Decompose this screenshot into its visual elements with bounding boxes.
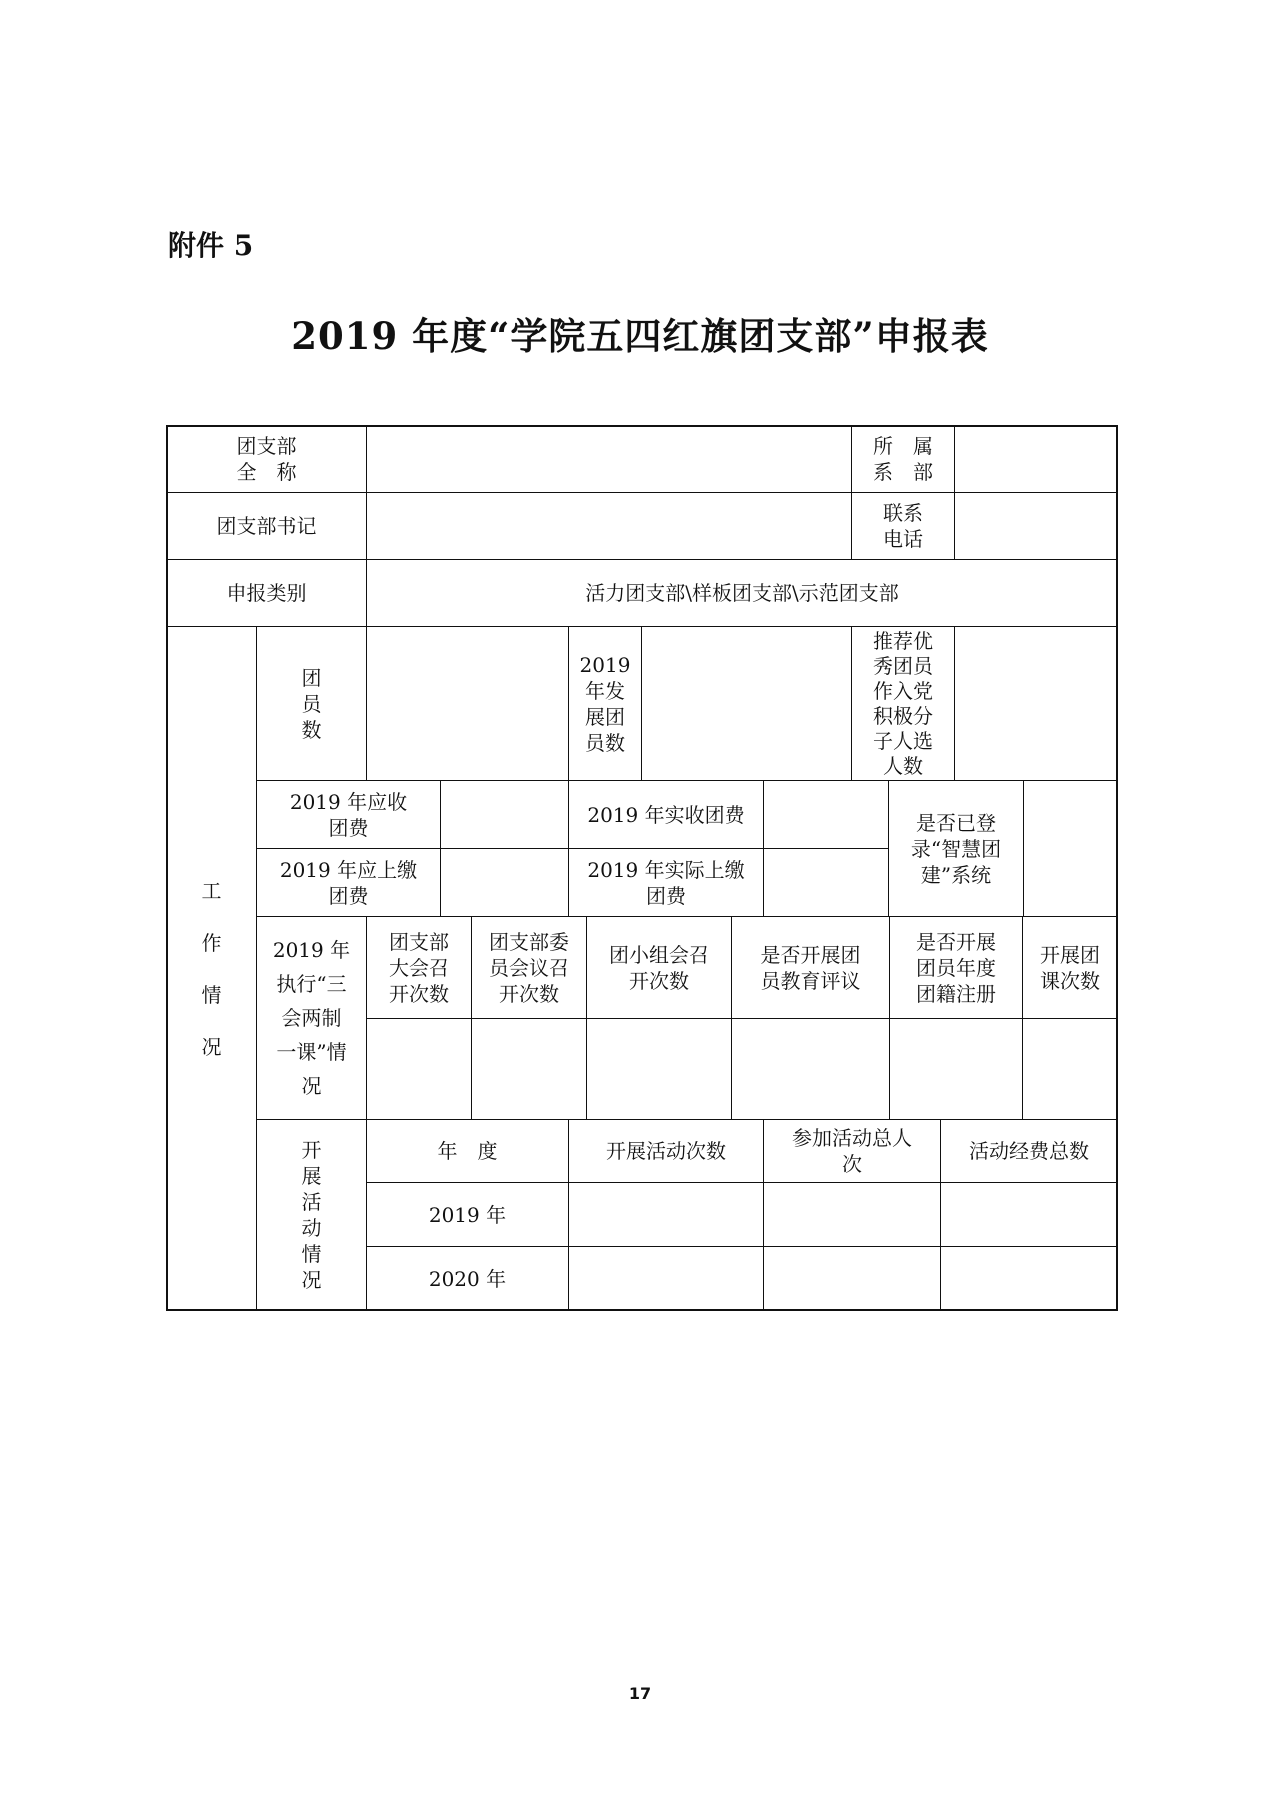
fee-collected-label: 2019 年实收团费 <box>568 780 764 849</box>
fee-paid-field[interactable] <box>763 848 889 917</box>
meeting-col-group: 团小组会召 开次数 <box>586 916 732 1019</box>
meeting-col-evaluation: 是否开展团 员教育评议 <box>731 916 890 1019</box>
secretary-label: 团支部书记 <box>166 492 367 560</box>
activity-2019-count-field[interactable] <box>568 1182 764 1247</box>
category-options[interactable]: 活力团支部\样板团支部\示范团支部 <box>366 559 1118 627</box>
meeting-col-lectures: 开展团 课次数 <box>1022 916 1118 1019</box>
activity-header-funds: 活动经费总数 <box>940 1119 1118 1183</box>
activity-2019-participants-field[interactable] <box>763 1182 941 1247</box>
department-label: 所 属 系 部 <box>851 425 955 493</box>
meeting-field-group[interactable] <box>586 1018 732 1120</box>
activity-2019-funds-field[interactable] <box>940 1182 1118 1247</box>
activities-label: 开 展 活 动 情 况 <box>256 1119 367 1311</box>
meeting-col-committee: 团支部委 员会议召 开次数 <box>471 916 587 1019</box>
phone-label: 联系 电话 <box>851 492 955 560</box>
fee-collected-field[interactable] <box>763 780 889 849</box>
meeting-field-registration[interactable] <box>889 1018 1023 1120</box>
department-field[interactable] <box>954 425 1118 493</box>
secretary-field[interactable] <box>366 492 852 560</box>
meeting-col-registration: 是否开展 团员年度 团籍注册 <box>889 916 1023 1019</box>
category-label: 申报类别 <box>166 559 367 627</box>
branch-full-name-label: 团支部 全 称 <box>166 425 367 493</box>
fee-paid-label: 2019 年实际上缴 团费 <box>568 848 764 917</box>
fee-payable-label: 2019 年应上缴 团费 <box>256 848 441 917</box>
smart-league-field[interactable] <box>1023 780 1118 917</box>
phone-field[interactable] <box>954 492 1118 560</box>
activity-header-count: 开展活动次数 <box>568 1119 764 1183</box>
meeting-field-lectures[interactable] <box>1022 1018 1118 1120</box>
fee-due-field[interactable] <box>440 780 569 849</box>
member-count-field[interactable] <box>366 626 569 781</box>
fee-payable-field[interactable] <box>440 848 569 917</box>
activity-year-2020: 2020 年 <box>366 1246 569 1311</box>
activity-2020-count-field[interactable] <box>568 1246 764 1311</box>
fee-due-label: 2019 年应收 团费 <box>256 780 441 849</box>
branch-full-name-field[interactable] <box>366 425 852 493</box>
document-title: 2019 年度“学院五四红旗团支部”申报表 <box>291 314 989 358</box>
meeting-field-committee[interactable] <box>471 1018 587 1120</box>
new-members-label: 2019 年发 展团 员数 <box>568 626 642 781</box>
work-status-label: 工 作 情 况 <box>166 626 257 1311</box>
activity-header-participants: 参加活动总人 次 <box>763 1119 941 1183</box>
activity-2020-participants-field[interactable] <box>763 1246 941 1311</box>
page-number: 17 <box>628 1684 652 1703</box>
activity-2020-funds-field[interactable] <box>940 1246 1118 1311</box>
new-members-field[interactable] <box>641 626 852 781</box>
smart-league-label: 是否已登 录“智慧团 建”系统 <box>888 780 1024 917</box>
recommended-field[interactable] <box>954 626 1118 781</box>
recommended-label: 推荐优 秀团员 作入党 积极分 子人选 人数 <box>851 626 955 781</box>
application-form-table <box>166 425 1118 1311</box>
attachment-label: 附件 5 <box>168 229 254 262</box>
activity-header-year: 年 度 <box>366 1119 569 1183</box>
meeting-field-branch-assembly[interactable] <box>366 1018 472 1120</box>
meeting-field-evaluation[interactable] <box>731 1018 890 1120</box>
activity-year-2019: 2019 年 <box>366 1182 569 1247</box>
three-meetings-label: 2019 年 执行“三 会两制 一课”情 况 <box>256 916 367 1120</box>
meeting-col-branch-assembly: 团支部 大会召 开次数 <box>366 916 472 1019</box>
member-count-label: 团 员 数 <box>256 626 367 781</box>
